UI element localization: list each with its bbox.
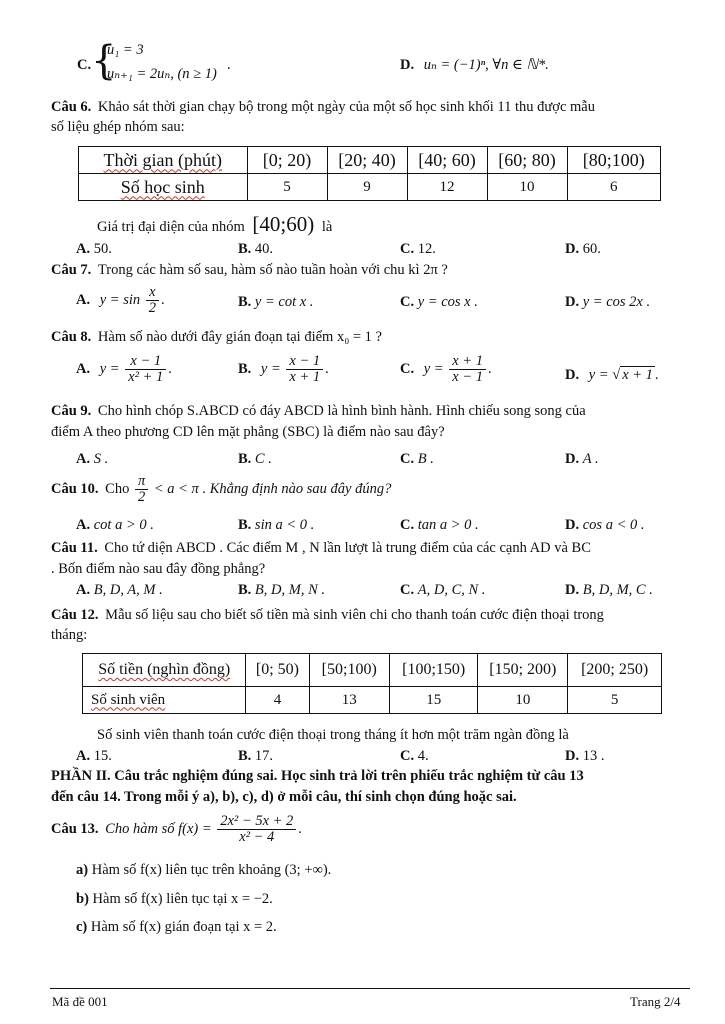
q12-stem-line2: tháng: <box>51 627 88 643</box>
footer-divider <box>50 988 690 989</box>
q6-interval: [40; 60) <box>407 147 487 174</box>
q6-question-post: là <box>321 219 333 235</box>
q12-count: 10 <box>478 687 568 714</box>
q7-label: Câu 7. <box>51 262 92 278</box>
q13-stem <box>51 814 302 845</box>
q6-interval: [20; 40) <box>327 147 407 174</box>
q6-stem-line2: số liệu ghép nhóm sau: <box>51 119 185 135</box>
q12-option-c: C. 4. <box>400 748 429 764</box>
q12-option-d: D. 13 . <box>565 748 605 764</box>
q9-text1: Cho hình chóp S.ABCD có đáy ABCD là hình bình hành. Hình chiếu song song của <box>97 403 586 419</box>
q6-data-table <box>78 146 661 201</box>
q7-text: Trong các hàm số sau, hàm số nào tuần hoàn với chu kì 2π ? <box>97 262 448 278</box>
q6-option-d: D. 60. <box>565 241 601 257</box>
q12-count: 15 <box>389 687 477 714</box>
q9-option-c: C. B . <box>400 451 434 467</box>
q6-stem-line1 <box>51 99 595 116</box>
q5-option-d <box>400 57 549 74</box>
q9-stem-line2: điểm A theo phương CD lên mặt phẳng (SBC) là điểm nào sau đây? <box>51 424 445 440</box>
q7-stem <box>51 262 448 279</box>
q5-option-c-end: . <box>227 57 231 73</box>
q10-label: Câu 10. <box>51 480 99 497</box>
table-row <box>83 654 662 687</box>
q7-option-c: C. y = cos x . <box>400 294 478 310</box>
q5-option-d-label: D. <box>400 57 415 73</box>
q6-text1: Khảo sát thời gian chạy bộ trong một ngày của một số học sinh khối 11 thu được mẫu <box>97 99 595 115</box>
q10-option-b: B. sin a < 0 . <box>238 517 315 533</box>
q13-item-a: a) Hàm số f(x) liên tục trên khoảng (3; +∞). <box>76 862 332 878</box>
q8-option-b: B. y = $\frac{x - 1}{x + 1}$ . <box>238 353 329 385</box>
q6-question-pre: Giá trị đại diện của nhóm <box>97 219 245 235</box>
q8-label: Câu 8. <box>51 329 92 345</box>
q13-pre: Cho hàm số f(x) = <box>105 820 212 837</box>
q6-label: Câu 6. <box>51 99 92 115</box>
q6-count: 10 <box>487 174 567 201</box>
q10-fraction: $\frac{\pi}{2}$ <box>135 474 148 505</box>
q8-stem <box>51 329 382 346</box>
q8-option-c: C. y = $\frac{x + 1}{x - 1}$ . <box>400 353 492 385</box>
table-row <box>83 687 662 714</box>
q6-option-a: A. 50. <box>76 241 112 257</box>
q10-stem <box>51 474 391 505</box>
q12-row2-header: Số sinh viên <box>83 687 246 714</box>
q8-option-d-radical: √ <box>612 367 621 383</box>
q6-option-b: B. 40. <box>238 241 274 257</box>
q13-label: Câu 13. <box>51 820 99 837</box>
q7-option-d: D. y = cos 2x . <box>565 294 651 310</box>
q12-interval: [200; 250) <box>568 654 662 687</box>
q12-interval: [50;100) <box>309 654 389 687</box>
q12-row1-header: Số tiền (nghìn đồng) <box>83 654 246 687</box>
q9-option-b: B. C . <box>238 451 272 467</box>
q12-text1: Mẫu số liệu sau cho biết số tiền mà sinh viên chi cho thanh toán cước điện thoại trong <box>105 607 604 623</box>
q10-pre: Cho <box>105 480 130 497</box>
part2-heading-line1: PHẦN II. Câu trắc nghiệm đúng sai. Học sinh trả lời trên phiếu trắc nghiệm từ câu 13 <box>51 768 584 784</box>
q11-stem-line2: . Bốn điểm nào sau đây đồng phẳng? <box>51 561 266 577</box>
q12-interval: [150; 200) <box>478 654 568 687</box>
q6-count: 9 <box>327 174 407 201</box>
q6-question-group: [40;60) <box>252 212 315 236</box>
q12-count: 4 <box>246 687 309 714</box>
q7-option-a: A. y = sin $\frac{x}{2}$ . <box>76 284 165 316</box>
table-row <box>79 174 661 201</box>
q5-option-c-line1: u₁ = 3 <box>107 42 144 58</box>
q5-option-c-label: C. <box>77 57 92 73</box>
q9-option-a: A. S . <box>76 451 109 467</box>
q7-option-a-fraction: $\frac{x}{2}$ <box>146 285 159 316</box>
q6-interval: [80;100) <box>567 147 660 174</box>
table-row <box>79 147 661 174</box>
q13-item-b: b) Hàm số f(x) liên tục tại x = −2. <box>76 891 273 907</box>
q12-interval: [0; 50) <box>246 654 309 687</box>
q6-row2-header: Số học sinh <box>79 174 248 201</box>
q5-option-c-line2: uₙ₊₁ = 2uₙ, (n ≥ 1) <box>107 66 217 82</box>
q9-stem-line1 <box>51 403 586 420</box>
q6-question <box>97 212 332 237</box>
q12-data-table <box>82 653 662 714</box>
q12-question: Số sinh viên thanh toán cước điện thoại trong tháng ít hơn một trăm ngàn đồng là <box>97 727 569 743</box>
q6-interval: [60; 80) <box>487 147 567 174</box>
q6-interval: [0; 20) <box>247 147 327 174</box>
q6-count: 5 <box>247 174 327 201</box>
q5-option-d-text: uₙ = (−1)ⁿ, ∀n ∈ ℕ*. <box>423 57 549 73</box>
q12-label: Câu 12. <box>51 607 99 623</box>
q8-option-a-fraction: $\frac{x - 1}{\text{x² + 1}}$ <box>125 354 166 385</box>
q13-item-c: c) Hàm số f(x) gián đoạn tại x = 2. <box>76 919 277 935</box>
q6-count: 12 <box>407 174 487 201</box>
q12-stem-line1 <box>51 607 604 624</box>
part2-heading-line2: đến câu 14. Trong mỗi ý a), b), c), d) ở mỗi câu, thí sinh chọn đúng hoặc sai. <box>51 789 517 805</box>
q7-option-b: B. y = cot x . <box>238 294 314 310</box>
q9-option-d: D. A . <box>565 451 599 467</box>
q11-option-a: A. B, D, A, M . <box>76 582 163 598</box>
q8-option-b-fraction: $\frac{x - 1}{x + 1}$ <box>286 354 323 385</box>
q13-post: . <box>298 820 302 837</box>
q8-text: Hàm số nào dưới đây gián đoạn tại điểm x₀ = 1 ? <box>97 329 382 345</box>
q8-option-d: D. y = √ x + 1 . <box>565 367 659 383</box>
q11-option-c: C. A, D, C, N . <box>400 582 486 598</box>
q12-count: 13 <box>309 687 389 714</box>
q6-count: 6 <box>567 174 660 201</box>
q11-stem-line1 <box>51 540 591 557</box>
q8-option-a: A. y = $\frac{x - 1}{\text{x² + 1}}$ . <box>76 353 172 385</box>
q12-interval: [100;150) <box>389 654 477 687</box>
footer-exam-code: Mã đề 001 <box>52 994 108 1009</box>
q13-fraction: $\frac{\text{2x² − 5x + 2}}{\text{x² − 4}}$ <box>217 814 296 845</box>
q10-option-d: D. cos a < 0 . <box>565 517 645 533</box>
q9-label: Câu 9. <box>51 403 92 419</box>
q10-option-c: C. tan a > 0 . <box>400 517 479 533</box>
q11-label: Câu 11. <box>51 540 98 556</box>
q8-option-c-fraction: $\frac{x + 1}{x - 1}$ <box>449 354 486 385</box>
q12-option-b: B. 17. <box>238 748 274 764</box>
q11-text1: Cho tứ diện ABCD . Các điểm M , N lần lượt là trung điểm của các cạnh AD và BC <box>104 540 591 556</box>
q5-option-c-brace: { <box>91 38 117 84</box>
q12-count: 5 <box>568 687 662 714</box>
q6-option-c: C. 12. <box>400 241 436 257</box>
q11-option-d: D. B, D, M, C . <box>565 582 653 598</box>
footer-page-number: Trang 2/4 <box>630 994 681 1009</box>
q11-option-b: B. B, D, M, N . <box>238 582 326 598</box>
q10-post: < a < π . Khẳng định nào sau đây đúng? <box>153 480 392 497</box>
q10-option-a: A. cot a > 0 . <box>76 517 154 533</box>
q12-option-a: A. 15. <box>76 748 112 764</box>
q6-row1-header: Thời gian (phút) <box>79 147 248 174</box>
